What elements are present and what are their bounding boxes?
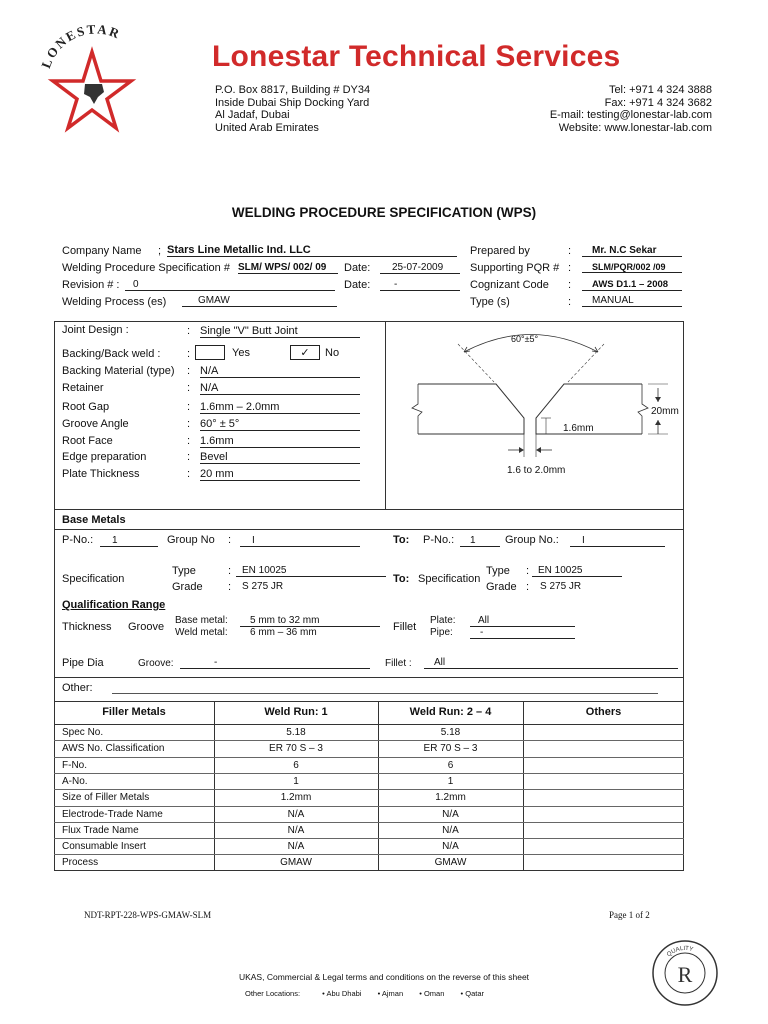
qualification-title: Qualification Range bbox=[62, 599, 166, 611]
location: Oman bbox=[423, 989, 445, 998]
other-locations: Other Locations: • Abu Dhabi • Ajman • Oman • Qatar bbox=[245, 989, 484, 998]
plate-value: All bbox=[470, 615, 575, 627]
other-label: Other: bbox=[62, 682, 93, 694]
date-value: 25-07-2009 bbox=[380, 262, 460, 274]
filler-row-label: Size of Filler Metals bbox=[62, 792, 150, 804]
company-brand: Lonestar Technical Services bbox=[212, 40, 621, 73]
doc-title: WELDING PROCEDURE SPECIFICATION (WPS) bbox=[231, 205, 537, 220]
joint-design-value: Single "V" Butt Joint bbox=[200, 325, 360, 338]
col-divider bbox=[523, 701, 524, 871]
address-block bbox=[215, 84, 370, 134]
colon: : bbox=[187, 348, 191, 360]
colon: : bbox=[228, 581, 232, 593]
colon: : bbox=[187, 382, 191, 394]
base-metals-title: Base Metals bbox=[62, 514, 126, 526]
seal-text: QUALITY bbox=[666, 945, 694, 959]
colon: : bbox=[187, 401, 191, 413]
revision-label: Revision # : bbox=[62, 279, 120, 291]
divider bbox=[54, 724, 684, 725]
table-row-divider bbox=[54, 854, 684, 855]
grade2-value: S 275 JR bbox=[540, 581, 582, 592]
type2-value: EN 10025 bbox=[532, 565, 622, 577]
retainer-value: N/A bbox=[200, 382, 360, 395]
grade-value: S 275 JR bbox=[242, 581, 284, 592]
root-face-label: Root Face bbox=[62, 435, 113, 447]
grade2-label: Grade bbox=[486, 581, 517, 593]
table-row-divider bbox=[54, 806, 684, 807]
type-value: MANUAL bbox=[582, 295, 682, 307]
date2-value: - bbox=[380, 279, 460, 291]
groove-label: Groove bbox=[128, 621, 165, 633]
joint-sketch bbox=[386, 322, 683, 508]
colon: : bbox=[187, 365, 191, 377]
address-line: Al Jadaf, Dubai bbox=[215, 109, 290, 121]
fillet-label: Fillet bbox=[393, 621, 417, 633]
email: E-mail: testing@lonestar-lab.com bbox=[549, 109, 712, 121]
other-locations-label: Other Locations: bbox=[245, 989, 301, 998]
process-label: Welding Process (es) bbox=[62, 296, 167, 308]
logo bbox=[30, 18, 160, 133]
weld-run1-cell: 1 bbox=[293, 775, 299, 787]
edge-prep-label: Edge preparation bbox=[62, 451, 147, 463]
root-gap-label: Root Gap bbox=[62, 401, 110, 413]
weld-run2-cell: GMAW bbox=[434, 857, 467, 869]
colon: : bbox=[187, 418, 191, 430]
weld-metal-label: Weld metal: bbox=[175, 627, 228, 638]
wps-label: Welding Procedure Specification # bbox=[62, 262, 230, 274]
grade-label: Grade bbox=[172, 581, 203, 593]
pd-groove-label: Groove: bbox=[138, 658, 174, 669]
filler-row-label: A-No. bbox=[62, 775, 88, 787]
fax: Fax: +971 4 324 3682 bbox=[604, 96, 712, 109]
backing-material-value: N/A bbox=[200, 365, 360, 378]
sketch-thickness-label: 20mm bbox=[651, 406, 679, 417]
backing-material-label: Backing Material (type) bbox=[62, 365, 175, 377]
backing-no-checkbox[interactable]: ✓ bbox=[290, 345, 320, 360]
svg-text:LONESTAR: LONESTAR bbox=[38, 21, 124, 71]
spec2-label: Specification bbox=[418, 573, 481, 585]
table-row-divider bbox=[54, 838, 684, 839]
pqr-value: SLM/PQR/002 /09 bbox=[582, 262, 682, 273]
spec-label: Specification bbox=[62, 573, 125, 585]
table-row-divider bbox=[54, 740, 684, 741]
filler-row-label: Process bbox=[62, 857, 99, 869]
sketch-angle-label: 60°±5° bbox=[511, 334, 539, 344]
table-row-divider bbox=[54, 822, 684, 823]
edge-prep-value: Bevel bbox=[200, 451, 360, 464]
page-number: Page 1 of 2 bbox=[609, 910, 650, 920]
weld-run2-cell: N/A bbox=[442, 808, 459, 820]
seal-letter: R bbox=[677, 962, 693, 987]
website: Website: www.lonestar-lab.com bbox=[558, 121, 712, 134]
revision-value: 0 bbox=[125, 279, 335, 291]
retainer-label: Retainer bbox=[62, 382, 104, 394]
base-metal-value: 5 mm to 32 mm bbox=[240, 615, 380, 627]
location: Abu Dhabi bbox=[326, 989, 362, 998]
code-label: Cognizant Code bbox=[470, 279, 549, 291]
weld-run1-cell: 1.2mm bbox=[280, 792, 312, 804]
weld-run1-cell: 6 bbox=[293, 759, 299, 771]
filler-row-label: Spec No. bbox=[62, 727, 104, 738]
backing-yes-checkbox[interactable] bbox=[195, 345, 225, 360]
prepared-label: Prepared by bbox=[470, 245, 530, 257]
weld-run1-header: Weld Run: 1 bbox=[264, 706, 328, 718]
yes-label: Yes bbox=[232, 347, 250, 359]
sketch-gap-label: 1.6 to 2.0mm bbox=[507, 465, 566, 476]
type2-label: Type bbox=[486, 565, 510, 577]
base-metal-label: Base metal: bbox=[175, 615, 228, 626]
colon: : bbox=[526, 565, 530, 577]
filler-row-label: Flux Trade Name bbox=[62, 824, 139, 836]
pipe-dia-label: Pipe Dia bbox=[62, 657, 104, 669]
table-row-divider bbox=[54, 789, 684, 790]
divider bbox=[54, 509, 684, 510]
location: Ajman bbox=[381, 989, 404, 998]
weld-run2-cell: N/A bbox=[442, 824, 459, 836]
contact-block bbox=[550, 84, 712, 134]
filler-row-label: F-No. bbox=[62, 759, 87, 771]
group-value: I bbox=[240, 535, 360, 547]
weld-run1-cell: N/A bbox=[287, 808, 305, 820]
colon: : bbox=[228, 534, 232, 546]
divider bbox=[54, 677, 684, 678]
ukas-seal bbox=[650, 938, 720, 1008]
group-label: Group No bbox=[167, 534, 215, 546]
weld-metal-value: 6 mm – 36 mm bbox=[250, 627, 317, 638]
to-label: To: bbox=[393, 534, 410, 546]
plate-thickness-value: 20 mm bbox=[200, 468, 360, 481]
colon: : bbox=[228, 565, 232, 577]
pipe-value: - bbox=[470, 627, 575, 639]
root-face-value: 1.6mm bbox=[200, 435, 360, 448]
company-name-label: Company Name bbox=[62, 245, 142, 257]
tel: Tel: +971 4 324 3888 bbox=[608, 84, 712, 96]
group2-label: Group No.: bbox=[505, 534, 559, 546]
address-line: P.O. Box 8817, Building # DY34 bbox=[215, 84, 371, 96]
weld-run1-cell: GMAW bbox=[280, 857, 312, 869]
terms-text: UKAS, Commercial & Legal terms and conditions on the reverse of this sheet bbox=[238, 972, 530, 982]
weld-run1-cell: ER 70 S – 3 bbox=[269, 743, 323, 755]
pno2-value: 1 bbox=[460, 535, 500, 547]
colon: : bbox=[526, 581, 530, 593]
process-value: GMAW bbox=[182, 295, 337, 307]
divider bbox=[54, 701, 684, 702]
other-line bbox=[112, 693, 658, 694]
weld-run2-cell: 1 bbox=[447, 775, 454, 787]
backing-label: Backing/Back weld : bbox=[62, 348, 161, 360]
colon: ; bbox=[158, 245, 162, 257]
prepared-value: Mr. N.C Sekar bbox=[582, 245, 682, 257]
type-value: EN 10025 bbox=[236, 565, 386, 577]
weld-run1-cell: N/A bbox=[287, 824, 305, 836]
table-row-divider bbox=[54, 757, 684, 758]
joint-design-label: Joint Design : bbox=[62, 324, 129, 336]
address-line: Inside Dubai Ship Docking Yard bbox=[215, 96, 370, 109]
doc-ref: NDT-RPT-228-WPS-GMAW-SLM bbox=[84, 910, 212, 920]
pqr-label: Supporting PQR # bbox=[470, 262, 560, 274]
groove-angle-value: 60° ± 5° bbox=[200, 418, 360, 431]
weld-run2-cell: ER 70 S – 3 bbox=[423, 743, 478, 755]
no-label: No bbox=[325, 347, 340, 359]
root-gap-value: 1.6mm – 2.0mm bbox=[200, 401, 360, 414]
pd-fillet-label: Fillet : bbox=[385, 658, 412, 669]
weld-run2-cell: N/A bbox=[442, 841, 459, 853]
colon: : bbox=[187, 325, 191, 337]
colon: : bbox=[568, 245, 572, 257]
thickness-label: Thickness bbox=[62, 621, 112, 633]
wps-value: SLM/ WPS/ 002/ 09 bbox=[238, 262, 338, 274]
date2-label: Date: bbox=[344, 279, 371, 291]
colon: : bbox=[187, 435, 191, 447]
plate-thickness-label: Plate Thickness bbox=[62, 468, 140, 480]
location: Qatar bbox=[465, 989, 484, 998]
groove-angle-label: Groove Angle bbox=[62, 418, 129, 430]
weld-run1-cell: N/A bbox=[287, 841, 305, 853]
pno2-label: P-No.: bbox=[423, 534, 455, 546]
pipe-label: Pipe: bbox=[430, 627, 453, 638]
divider bbox=[54, 529, 684, 530]
code-value: AWS D1.1 – 2008 bbox=[582, 279, 682, 291]
weld-run2-cell: 6 bbox=[447, 759, 454, 771]
others-header: Others bbox=[585, 706, 622, 718]
company-name-value: Stars Line Metallic Ind. LLC bbox=[167, 244, 457, 257]
pd-groove-value: - bbox=[180, 657, 370, 669]
pno-label: P-No.: bbox=[62, 534, 94, 546]
filler-header: Filler Metals bbox=[102, 706, 166, 718]
weld-run2-cell: 5.18 bbox=[440, 727, 461, 738]
weld-run1-cell: 5.18 bbox=[286, 727, 306, 738]
filler-row-label: Electrode-Trade Name bbox=[62, 808, 163, 820]
colon: : bbox=[568, 279, 572, 291]
plate-label: Plate: bbox=[430, 615, 456, 626]
colon: : bbox=[187, 468, 191, 480]
svg-text:QUALITY bbox=[666, 946, 693, 958]
pno-value: 1 bbox=[100, 535, 158, 547]
colon: : bbox=[568, 296, 572, 308]
weld-run2-cell: 1.2mm bbox=[435, 792, 466, 804]
type-label: Type bbox=[172, 565, 196, 577]
table-row-divider bbox=[54, 773, 684, 774]
pd-fillet-value: All bbox=[424, 657, 678, 669]
colon: : bbox=[187, 451, 191, 463]
filler-row-label: Consumable Insert bbox=[62, 841, 146, 853]
filler-row-label: AWS No. Classification bbox=[62, 743, 165, 755]
to2-label: To: bbox=[393, 573, 410, 585]
sketch-root-face-label: 1.6mm bbox=[563, 423, 594, 434]
type-label: Type (s) bbox=[470, 296, 510, 308]
weld-run2-header: Weld Run: 2 – 4 bbox=[409, 706, 492, 718]
date-label: Date: bbox=[344, 262, 371, 274]
colon: : bbox=[568, 262, 572, 274]
group2-value: I bbox=[570, 535, 665, 547]
address-line: United Arab Emirates bbox=[215, 121, 319, 134]
